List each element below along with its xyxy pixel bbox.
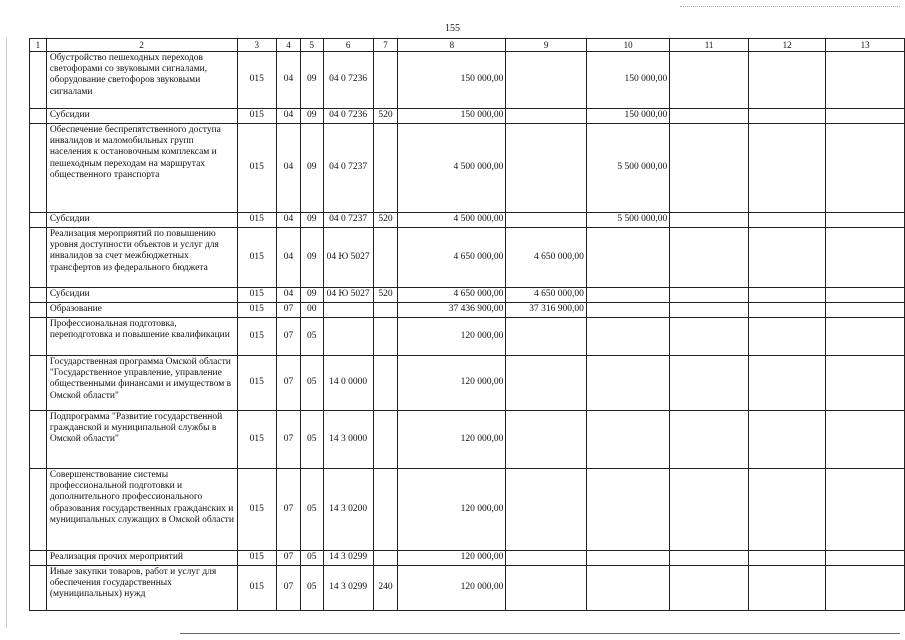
amount-next-year-cell	[586, 318, 669, 356]
amount-col-12-cell	[748, 213, 826, 228]
amount-col-12-cell	[748, 318, 826, 356]
amount-col-11-cell	[670, 318, 749, 356]
subsection-code-cell: 09	[300, 228, 323, 288]
column-header: 1	[30, 39, 47, 52]
amount-col-13-cell	[826, 551, 905, 566]
subsection-code-cell: 05	[300, 566, 323, 611]
expense-type-cell	[373, 318, 398, 356]
amount-col-11-cell	[670, 213, 749, 228]
item-name-cell: Совершенствование системы профессиональной подготовки и дополнительного профессионального образования государственных гражданских и муниципальных служащих в Омской области	[46, 469, 237, 551]
table-row	[30, 356, 905, 411]
amount-col-13-cell	[826, 52, 905, 109]
amount-col-13-cell	[826, 356, 905, 411]
amount-cell: 120 000,00	[398, 469, 506, 551]
subsection-code-cell: 09	[300, 213, 323, 228]
amount-col-13-cell	[826, 318, 905, 356]
amount-cell: 4 500 000,00	[398, 124, 506, 213]
table-header-row	[30, 39, 905, 52]
section-code-cell: 07	[277, 551, 301, 566]
section-code-cell: 07	[277, 566, 301, 611]
amount-cell: 120 000,00	[398, 551, 506, 566]
amount-col-13-cell	[826, 303, 905, 318]
federal-amount-cell	[506, 124, 587, 213]
target-article-cell: 14 3 0200	[323, 469, 373, 551]
target-article-cell: 14 3 0299	[323, 551, 373, 566]
expense-type-cell: 520	[373, 213, 398, 228]
amount-col-12-cell	[748, 228, 826, 288]
amount-next-year-cell: 5 500 000,00	[586, 124, 669, 213]
subsection-code-cell: 09	[300, 109, 323, 124]
amount-next-year-cell	[586, 288, 669, 303]
target-article-cell: 04 0 7236	[323, 52, 373, 109]
amount-col-11-cell	[670, 288, 749, 303]
amount-col-11-cell	[670, 469, 749, 551]
table-row	[30, 566, 905, 611]
subsection-code-cell: 09	[300, 52, 323, 109]
item-name-cell: Образование	[46, 303, 237, 318]
amount-next-year-cell: 5 500 000,00	[586, 213, 669, 228]
budget-table	[29, 38, 905, 611]
item-name-cell: Субсидии	[46, 109, 237, 124]
amount-cell: 4 500 000,00	[398, 213, 506, 228]
federal-amount-cell	[506, 551, 587, 566]
target-article-cell: 04 0 7237	[323, 213, 373, 228]
column-header: 5	[300, 39, 323, 52]
column-header: 13	[826, 39, 905, 52]
federal-amount-cell	[506, 356, 587, 411]
amount-cell: 150 000,00	[398, 52, 506, 109]
item-name-cell: Субсидии	[46, 213, 237, 228]
expense-type-cell: 520	[373, 109, 398, 124]
row-number-cell	[30, 213, 47, 228]
amount-next-year-cell	[586, 551, 669, 566]
ministry-code-cell: 015	[237, 228, 277, 288]
column-header: 11	[670, 39, 749, 52]
amount-cell: 150 000,00	[398, 109, 506, 124]
amount-col-12-cell	[748, 109, 826, 124]
amount-col-11-cell	[670, 356, 749, 411]
federal-amount-cell: 4 650 000,00	[506, 228, 587, 288]
section-code-cell: 07	[277, 469, 301, 551]
item-name-cell: Обустройство пешеходных переходов светофорами со звуковыми сигналами, оборудование светофоров звуковыми сигналами	[46, 52, 237, 109]
expense-type-cell	[373, 52, 398, 109]
federal-amount-cell: 4 650 000,00	[506, 288, 587, 303]
amount-cell: 4 650 000,00	[398, 228, 506, 288]
amount-col-13-cell	[826, 228, 905, 288]
amount-col-11-cell	[670, 303, 749, 318]
scan-artifact-top	[680, 6, 900, 8]
amount-col-12-cell	[748, 303, 826, 318]
amount-next-year-cell	[586, 469, 669, 551]
amount-col-12-cell	[748, 288, 826, 303]
amount-col-12-cell	[748, 566, 826, 611]
item-name-cell: Государственная программа Омской области "Государственное управление, управление общественными финансами и имуществом в Омской области"	[46, 356, 237, 411]
item-name-cell: Иные закупки товаров, работ и услуг для обеспечения государственных (муниципальных) нужд	[46, 566, 237, 611]
amount-cell: 120 000,00	[398, 356, 506, 411]
expense-type-cell	[373, 411, 398, 469]
section-code-cell: 04	[277, 213, 301, 228]
federal-amount-cell	[506, 213, 587, 228]
table-row	[30, 318, 905, 356]
item-name-cell: Обеспечение беспрепятственного доступа инвалидов и маломобильных групп населения к остановочным комплексам и пешеходным переходам на маршрутах общественного транспорта	[46, 124, 237, 213]
ministry-code-cell: 015	[237, 551, 277, 566]
amount-col-12-cell	[748, 124, 826, 213]
expense-type-cell: 240	[373, 566, 398, 611]
federal-amount-cell	[506, 566, 587, 611]
amount-col-11-cell	[670, 411, 749, 469]
amount-next-year-cell	[586, 228, 669, 288]
expense-type-cell	[373, 469, 398, 551]
ministry-code-cell: 015	[237, 318, 277, 356]
amount-col-13-cell	[826, 411, 905, 469]
amount-col-13-cell	[826, 124, 905, 213]
federal-amount-cell	[506, 109, 587, 124]
section-code-cell: 04	[277, 228, 301, 288]
amount-col-12-cell	[748, 52, 826, 109]
federal-amount-cell	[506, 469, 587, 551]
table-row	[30, 303, 905, 318]
row-number-cell	[30, 228, 47, 288]
amount-col-11-cell	[670, 228, 749, 288]
section-code-cell: 04	[277, 52, 301, 109]
table-row	[30, 228, 905, 288]
expense-type-cell	[373, 303, 398, 318]
table-row	[30, 551, 905, 566]
section-code-cell: 04	[277, 124, 301, 213]
federal-amount-cell	[506, 318, 587, 356]
subsection-code-cell: 05	[300, 469, 323, 551]
amount-col-11-cell	[670, 551, 749, 566]
expense-type-cell	[373, 551, 398, 566]
expense-type-cell	[373, 356, 398, 411]
subsection-code-cell: 00	[300, 303, 323, 318]
row-number-cell	[30, 566, 47, 611]
subsection-code-cell: 09	[300, 288, 323, 303]
column-header: 9	[506, 39, 587, 52]
ministry-code-cell: 015	[237, 469, 277, 551]
amount-next-year-cell	[586, 411, 669, 469]
subsection-code-cell: 09	[300, 124, 323, 213]
table-row	[30, 109, 905, 124]
amount-col-13-cell	[826, 566, 905, 611]
column-header: 3	[237, 39, 277, 52]
item-name-cell: Субсидии	[46, 288, 237, 303]
target-article-cell: 14 3 0000	[323, 411, 373, 469]
amount-col-13-cell	[826, 288, 905, 303]
subsection-code-cell: 05	[300, 356, 323, 411]
amount-col-11-cell	[670, 566, 749, 611]
amount-col-13-cell	[826, 213, 905, 228]
target-article-cell	[323, 303, 373, 318]
amount-col-12-cell	[748, 356, 826, 411]
amount-col-11-cell	[670, 124, 749, 213]
item-name-cell: Профессиональная подготовка, переподготовка и повышение квалификации	[46, 318, 237, 356]
expense-type-cell	[373, 228, 398, 288]
ministry-code-cell: 015	[237, 566, 277, 611]
amount-cell: 37 436 900,00	[398, 303, 506, 318]
federal-amount-cell: 37 316 900,00	[506, 303, 587, 318]
column-header: 12	[748, 39, 826, 52]
ministry-code-cell: 015	[237, 288, 277, 303]
section-code-cell: 07	[277, 318, 301, 356]
table-row	[30, 213, 905, 228]
row-number-cell	[30, 551, 47, 566]
ministry-code-cell: 015	[237, 109, 277, 124]
row-number-cell	[30, 109, 47, 124]
federal-amount-cell	[506, 52, 587, 109]
amount-next-year-cell: 150 000,00	[586, 52, 669, 109]
scan-artifact-left	[6, 38, 7, 628]
ministry-code-cell: 015	[237, 124, 277, 213]
section-code-cell: 04	[277, 109, 301, 124]
page-number: 155	[445, 23, 460, 34]
row-number-cell	[30, 318, 47, 356]
section-code-cell: 07	[277, 411, 301, 469]
amount-cell: 120 000,00	[398, 318, 506, 356]
scan-artifact-bottom	[180, 633, 900, 634]
table-row	[30, 469, 905, 551]
row-number-cell	[30, 356, 47, 411]
row-number-cell	[30, 288, 47, 303]
amount-col-11-cell	[670, 52, 749, 109]
column-header: 7	[373, 39, 398, 52]
expense-type-cell	[373, 124, 398, 213]
target-article-cell: 04 0 7236	[323, 109, 373, 124]
target-article-cell: 04 Ю 5027	[323, 228, 373, 288]
column-header: 8	[398, 39, 506, 52]
row-number-cell	[30, 52, 47, 109]
target-article-cell: 04 0 7237	[323, 124, 373, 213]
column-header: 4	[277, 39, 301, 52]
ministry-code-cell: 015	[237, 356, 277, 411]
subsection-code-cell: 05	[300, 551, 323, 566]
ministry-code-cell: 015	[237, 213, 277, 228]
column-header: 10	[586, 39, 669, 52]
amount-next-year-cell	[586, 566, 669, 611]
row-number-cell	[30, 411, 47, 469]
amount-col-11-cell	[670, 109, 749, 124]
section-code-cell: 07	[277, 356, 301, 411]
federal-amount-cell	[506, 411, 587, 469]
row-number-cell	[30, 469, 47, 551]
amount-col-12-cell	[748, 411, 826, 469]
amount-col-13-cell	[826, 109, 905, 124]
target-article-cell: 14 3 0299	[323, 566, 373, 611]
target-article-cell: 04 Ю 5027	[323, 288, 373, 303]
item-name-cell: Подпрограмма "Развитие государственной гражданской и муниципальной службы в Омской области"	[46, 411, 237, 469]
amount-col-12-cell	[748, 551, 826, 566]
amount-cell: 120 000,00	[398, 411, 506, 469]
amount-cell: 4 650 000,00	[398, 288, 506, 303]
column-header: 2	[46, 39, 237, 52]
subsection-code-cell: 05	[300, 318, 323, 356]
target-article-cell: 14 0 0000	[323, 356, 373, 411]
row-number-cell	[30, 124, 47, 213]
item-name-cell: Реализация прочих мероприятий	[46, 551, 237, 566]
ministry-code-cell: 015	[237, 52, 277, 109]
target-article-cell	[323, 318, 373, 356]
amount-col-13-cell	[826, 469, 905, 551]
ministry-code-cell: 015	[237, 303, 277, 318]
section-code-cell: 04	[277, 288, 301, 303]
table-row	[30, 411, 905, 469]
amount-next-year-cell: 150 000,00	[586, 109, 669, 124]
ministry-code-cell: 015	[237, 411, 277, 469]
column-header: 6	[323, 39, 373, 52]
table-row	[30, 52, 905, 109]
table-row	[30, 288, 905, 303]
table-row	[30, 124, 905, 213]
amount-next-year-cell	[586, 356, 669, 411]
item-name-cell: Реализация мероприятий по повышению уровня доступности объектов и услуг для инвалидов за счет межбюджетных трансфертов из федерального бюджета	[46, 228, 237, 288]
expense-type-cell: 520	[373, 288, 398, 303]
amount-cell: 120 000,00	[398, 566, 506, 611]
row-number-cell	[30, 303, 47, 318]
amount-col-12-cell	[748, 469, 826, 551]
section-code-cell: 07	[277, 303, 301, 318]
amount-next-year-cell	[586, 303, 669, 318]
subsection-code-cell: 05	[300, 411, 323, 469]
